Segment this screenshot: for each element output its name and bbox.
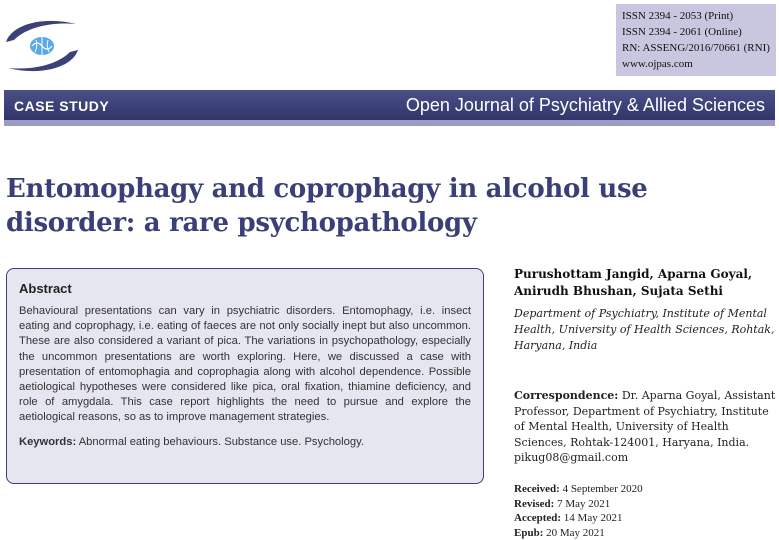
correspondence: [514, 388, 776, 466]
correspondence-text: Dr. Aparna Goyal, Assistant Professor, Department of Psychiatry, Institute of Mental Health, University of Health Sciences, Rohtak-124001, Haryana, India.: [514, 389, 776, 449]
abstract-heading: Abstract: [19, 281, 72, 296]
keywords-label: Keywords:: [19, 435, 77, 448]
header-bar: [4, 90, 775, 120]
journal-website: www.ojpas.com: [622, 58, 693, 70]
issn-online: ISSN 2394 - 2061 (Online): [622, 26, 742, 38]
date-revised: Revised: 7 May 2021: [514, 497, 611, 510]
date-epub: Epub: 20 May 2021: [514, 526, 605, 539]
date-received: Received: 4 September 2020: [514, 483, 643, 495]
journal-logo: [4, 16, 80, 76]
case-study-label: CASE STUDY: [14, 98, 110, 114]
issn-print: ISSN 2394 - 2053 (Print): [622, 10, 734, 22]
date-accepted: Accepted: 14 May 2021: [514, 512, 623, 524]
keywords-list: Abnormal eating behaviours. Substance use. Psychology.: [78, 435, 364, 448]
authors: Purushottam Jangid, Aparna Goyal, Anirudh Bhushan, Sujata Sethi: [514, 267, 753, 298]
journal-name: Open Journal of Psychiatry & Allied Sciences: [405, 95, 765, 115]
correspondence-label: Correspondence:: [514, 389, 619, 402]
keywords: [19, 435, 471, 450]
registration-number: RN: ASSENG/2016/70661 (RNI): [622, 42, 770, 54]
correspondence-email: pikug08@gmail.com: [514, 451, 629, 464]
brain-icon: [30, 37, 54, 55]
abstract-box: [6, 268, 484, 484]
article-title: Entomophagy and coprophagy in alcohol use disorder: a rare psychopathology: [6, 174, 648, 238]
article-dates: [514, 482, 776, 540]
affiliation: Department of Psychiatry, Institute of Mental Health, University of Health Sciences, Rohtak, Haryana, India: [514, 307, 775, 352]
issn-box: [616, 4, 776, 76]
abstract-text: Behavioural presentations can vary in psychiatric disorders. Entomophagy, i.e. insect eating and coprophagy, i.e. eating of faeces are not only socially inept but also uncommon. These are also considered a variant of pica. The variations in psychopathology, especially the uncommon presentations are worth exploring. Here, we discussed a case with presentation of entomophagia and coprophagia along with alcohol dependence. Possible aetiological hypotheses were considered like pica, oral fixation, thiamine deficiency, and role of amygdala. This case report highlights the need to pursue and explore the aetiological reasons, so as to improve management strategies.: [19, 305, 471, 424]
